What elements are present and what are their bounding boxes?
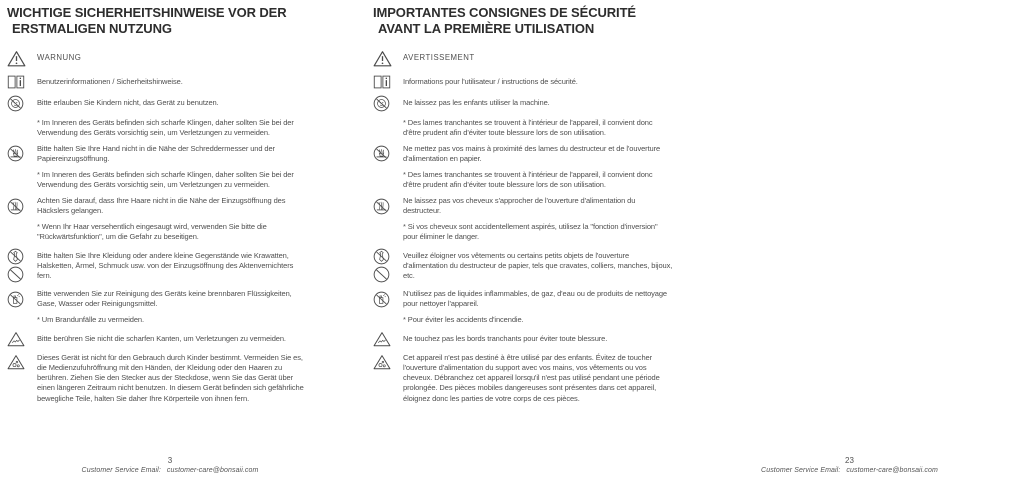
safety-item-text: Bitte erlauben Sie Kindern nicht, das Gerät zu benutzen. — [37, 98, 219, 108]
safety-item-text: Bitte halten Sie Ihre Hand nicht in die Nähe der Schreddermesser und der Papiereinzugsöffnung. — [37, 143, 275, 163]
safety-item-text: Benutzerinformationen / Sicherheitshinweise. — [37, 76, 183, 86]
safety-items-fr — [373, 50, 677, 404]
safety-note — [7, 222, 336, 242]
safety-note — [373, 118, 677, 138]
safety-item — [7, 144, 336, 164]
safety-note — [7, 118, 336, 138]
safety-item-text: Ne touchez pas les bords tranchants pour éviter toute blessure. — [403, 334, 608, 344]
item-icon-cell — [7, 145, 37, 162]
item-icon-cell — [373, 50, 403, 67]
customer-service-line — [680, 467, 1019, 474]
item-icon-cell — [7, 353, 37, 370]
item-icon-cell — [7, 75, 37, 89]
page-number: 3 — [167, 456, 173, 465]
safety-item-text: Ne laissez pas vos cheveux s'approcher de l'ouverture d'alimentation du destructeur. — [403, 196, 636, 216]
safety-item-text: Informations pour l'utilisateur / instructions de sécurité. — [403, 76, 578, 86]
title-line-1: IMPORTANTES CONSIGNES DE SÉCURITÉ — [373, 5, 636, 20]
safety-item — [7, 289, 336, 309]
page-number: 23 — [845, 456, 854, 465]
safety-item — [7, 95, 336, 112]
sharp-edges-icon — [7, 331, 25, 347]
no-spray-icon — [373, 291, 390, 308]
safety-item-text: Dieses Gerät ist nicht für den Gebrauch durch Kinder bestimmt. Vermeiden Sie es, die Medienzufuhröffnung mit den Händen, der Kleidung oder den Haaren zu berühren. Ziehen Sie den Stecker aus der Steckdose, wenn Sie das Gerät über einen längeren Zeitraum nicht benutzen. In diesem Gerät befinden sich gefährliche bewegliche Teile, halten Sie daher Ihre Körperteile von ihnen fern. — [37, 353, 304, 403]
safety-item-text: AVERTISSEMENT — [403, 53, 475, 62]
page-footer-fr — [680, 456, 1019, 474]
safety-item — [7, 50, 336, 67]
safety-note-text: * Si vos cheveux sont accidentellement aspirés, utilisez la "fonction d'inversion" pour éliminer le danger. — [403, 222, 658, 242]
item-icon-cell — [373, 145, 403, 162]
safety-item — [7, 331, 336, 347]
book-info-icon — [7, 75, 25, 89]
safety-item — [373, 353, 677, 403]
prohibition-icon — [7, 266, 24, 283]
safety-note-text: * Des lames tranchantes se trouvent à l'intérieur de l'appareil, il convient donc d'être prudent afin d'éviter toute blessure lors de son utilisation. — [403, 169, 653, 189]
safety-item — [373, 75, 677, 89]
item-icon-cell — [7, 331, 37, 347]
title-line-2: ERSTMALIGEN NUTZUNG — [12, 20, 172, 36]
french-page — [340, 0, 938, 479]
safety-note-text: * Im Inneren des Geräts befinden sich scharfe Klingen, daher sollten Sie bei der Verwendung des Geräts vorsichtig sein, um Verletzungen zu vermeiden. — [37, 169, 294, 189]
safety-item-text: Ne laissez pas les enfants utiliser la machine. — [403, 98, 550, 108]
safety-item — [373, 144, 677, 164]
moving-parts-icon — [373, 354, 391, 370]
warning-triangle-icon — [373, 50, 392, 67]
safety-note-text: * Wenn Ihr Haar versehentlich eingesaugt wird, verwenden Sie bitte die "Rückwärtsfunktion", um die Gefahr zu beseitigen. — [37, 222, 267, 242]
page-title-de — [7, 5, 336, 37]
title-line-2: AVANT LA PREMIÈRE UTILISATION — [378, 20, 595, 36]
item-icon-cell — [7, 50, 37, 67]
item-icon-cell — [373, 248, 403, 283]
no-tie-icon — [373, 248, 390, 265]
safety-item-text: Bitte verwenden Sie zur Reinigung des Geräts keine brennbaren Flüssigkeiten, Gase, Wasser oder Reinigungsmittel. — [37, 289, 292, 309]
no-spray-icon — [7, 291, 24, 308]
warning-triangle-icon — [7, 50, 26, 67]
safety-note-text: * Um Brandunfälle zu vermeiden. — [37, 315, 144, 325]
safety-note-text: * Des lames tranchantes se trouvent à l'intérieur de l'appareil, il convient donc d'être prudent afin d'éviter toute blessure lors de son utilisation. — [403, 117, 653, 137]
no-hand-icon — [7, 145, 24, 162]
no-hand-icon — [373, 145, 390, 162]
safety-note — [373, 315, 677, 325]
safety-items-de — [7, 50, 336, 404]
title-line-1: WICHTIGE SICHERHEITSHINWEISE VOR DER — [7, 5, 287, 20]
item-icon-cell — [373, 198, 403, 215]
no-hair-icon — [373, 198, 390, 215]
safety-item-text: WARNUNG — [37, 53, 82, 62]
safety-item-text: N'utilisez pas de liquides inflammables, de gaz, d'eau ou de produits de nettoyage pour nettoyer l'appareil. — [403, 289, 668, 309]
safety-item — [7, 75, 336, 89]
item-icon-cell — [373, 291, 403, 308]
safety-item — [7, 248, 336, 283]
prohibition-icon — [373, 266, 390, 283]
email-label: Customer Service Email: — [761, 467, 841, 474]
item-icon-cell — [7, 248, 37, 283]
no-hair-icon — [7, 198, 24, 215]
safety-item — [373, 196, 677, 216]
customer-service-line — [0, 467, 340, 474]
item-icon-cell — [7, 291, 37, 308]
email-address: customer-care@bonsaii.com — [846, 467, 938, 474]
safety-item-text: Bitte halten Sie Ihre Kleidung oder andere kleine Gegenstände wie Krawatten, Halsketten, Ärmel, Schmuck usw. von der Einzugsöffnung des Aktenvernichters fern. — [37, 250, 294, 280]
item-icon-cell — [373, 331, 403, 347]
safety-note-text: * Pour éviter les accidents d'incendie. — [403, 315, 524, 325]
safety-item-text: Achten Sie darauf, dass Ihre Haare nicht in die Nähe der Einzugsöffnung des Häckslers gelangen. — [37, 196, 286, 216]
item-icon-cell — [7, 95, 37, 112]
safety-item — [373, 248, 677, 283]
safety-note — [7, 315, 336, 325]
item-icon-cell — [373, 95, 403, 112]
safety-item-text: Bitte berühren Sie nicht die scharfen Kanten, um Verletzungen zu vermeiden. — [37, 334, 286, 344]
item-icon-cell — [373, 353, 403, 370]
no-tie-icon — [7, 248, 24, 265]
safety-item — [373, 95, 677, 112]
safety-note — [7, 170, 336, 190]
email-label: Customer Service Email: — [81, 467, 161, 474]
safety-item — [373, 289, 677, 309]
safety-note-text: * Im Inneren des Geräts befinden sich scharfe Klingen, daher sollten Sie bei der Verwendung des Geräts vorsichtig sein, um Verletzungen zu vermeiden. — [37, 117, 294, 137]
item-icon-cell — [7, 198, 37, 215]
safety-item-text: Ne mettez pas vos mains à proximité des lames du destructeur et de l'ouverture d'alimentation en papier. — [403, 143, 661, 163]
german-page — [0, 0, 340, 479]
no-children-icon — [373, 95, 390, 112]
book-info-icon — [373, 75, 391, 89]
page-footer-de — [0, 456, 340, 474]
safety-item — [7, 353, 336, 403]
safety-note — [373, 170, 677, 190]
safety-item-text: Cet appareil n'est pas destiné à être utilisé par des enfants. Évitez de toucher l'ouverture d'alimentation du support avec vos mains, vos vêtements ou vos cheveux. Débranchez cet appareil lorsqu'il n'est pas utilisé pendant une période prolongée. Des pièces mobiles dangereuses sont présentes dans cet appareil, éloignez donc les parties de votre corps de ces pièces. — [403, 353, 660, 403]
no-children-icon — [7, 95, 24, 112]
email-address: customer-care@bonsaii.com — [166, 467, 259, 474]
safety-item — [373, 331, 677, 347]
safety-item — [373, 50, 677, 67]
moving-parts-icon — [7, 354, 25, 370]
safety-item-text: Veuillez éloigner vos vêtements ou certains petits objets de l'ouverture d'alimentation du destructeur de papier, tels que cravates, colliers, manches, bijoux, etc. — [403, 250, 673, 280]
safety-item — [7, 196, 336, 216]
sharp-edges-icon — [373, 331, 391, 347]
item-icon-cell — [373, 75, 403, 89]
page-title-fr — [373, 5, 677, 37]
safety-note — [373, 222, 677, 242]
